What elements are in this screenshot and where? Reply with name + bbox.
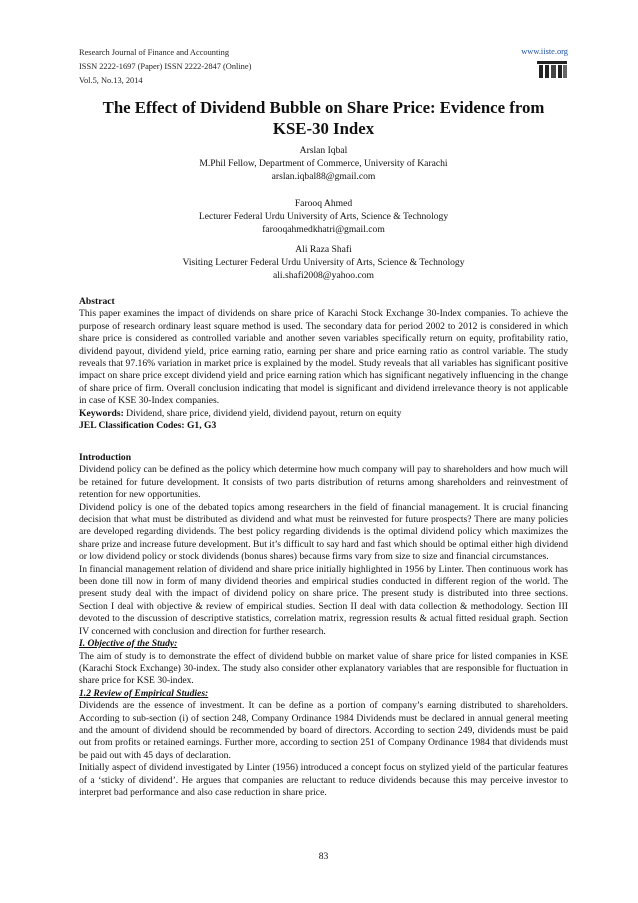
keywords-line: [79, 408, 568, 420]
review-paragraph-1: Dividends are the essence of investment. It can be define as a portion of company’s earning distributed to shareholders. According to sub-section (i) of section 248, Company Ordinance 1984 Dividends must be declared in annual general meeting and the amount of dividend should be recommended by board of directors. According to section 249, dividends must be paid out from profits or retained earnings. Further more, according to section 251 of Company Ordinance 1984 that dividends must be paid out with 45 days of declaration.: [79, 700, 568, 761]
author-name: Ali Raza Shafi: [295, 244, 352, 255]
author-block-2: [79, 197, 568, 237]
author-email[interactable]: ali.shafi2008@yahoo.com: [272, 270, 375, 282]
author-email[interactable]: farooqahmedkhatri@gmail.com: [262, 224, 385, 236]
introduction-heading: Introduction: [79, 452, 132, 463]
iiste-logo: [536, 59, 568, 80]
page-number: 83: [318, 851, 329, 862]
introduction-paragraph-3: In financial management relation of dividend and share price initially highlighted in 1956 by Linter. Then continuous work has been done till now in form of many dividend theories and empirical studies conducted in different region of the world. The present study deal with the impact of dividend policy on share price. The present study is distributed into three sections. Section I deal with objective & review of empirical studies. Section II deal with data collection & methodology. Section III devoted to the discussion of descriptive statistics, correlation matrix, regression results & actual fitted residual graph. Section IV concerned with conclusion and direction for further research.: [79, 563, 568, 637]
journal-name: Research Journal of Finance and Accounting: [79, 48, 230, 57]
keywords-label: Keywords:: [79, 407, 124, 419]
introduction-paragraph-1: Dividend policy can be defined as the policy which determine how much company will pay to shareholders and how much will be retained for future development. It consists of two parts distribution of returns among shareholders and reinvestment of retention for new opportunities.: [79, 464, 568, 501]
objective-heading: I. Objective of the Study:: [79, 638, 178, 650]
author-email[interactable]: arslan.iqbal88@gmail.com: [271, 171, 376, 183]
author-block-1: [79, 144, 568, 184]
author-affiliation: M.Phil Fellow, Department of Commerce, University of Karachi: [199, 158, 448, 170]
keywords-text: Dividend, share price, dividend yield, dividend payout, return on equity: [123, 407, 402, 419]
title-line-2: KSE-30 Index: [272, 119, 375, 138]
issn-line: ISSN 2222-1697 (Paper) ISSN 2222-2847 (Online): [79, 62, 252, 71]
author-name: Arslan Iqbal: [299, 145, 348, 156]
author-affiliation: Lecturer Federal Urdu University of Arts, Science & Technology: [198, 211, 449, 223]
author-name: Farooq Ahmed: [294, 198, 353, 209]
introduction-section: [79, 452, 568, 799]
paper-title: [79, 97, 568, 139]
abstract-heading: Abstract: [79, 296, 115, 307]
journal-url[interactable]: www.iiste.org: [521, 47, 568, 56]
review-heading: 1.2 Review of Empirical Studies:: [79, 687, 209, 699]
jel-codes: JEL Classification Codes: G1, G3: [79, 420, 217, 432]
volume-line: Vol.5, No.13, 2014: [79, 76, 143, 85]
abstract-section: [79, 296, 568, 432]
author-block-3: [79, 243, 568, 283]
author-affiliation: Visiting Lecturer Federal Urdu University of Arts, Science & Technology: [182, 257, 465, 269]
review-paragraph-2: Initially aspect of dividend investigated by Linter (1956) introduced a concept focus on stylized yield of the particular features of a ‘sticky of dividend’. He argues that companies are reluctant to reduce dividends because this may perceive investor to interpret bad performance and also case reduction in share price.: [79, 762, 568, 798]
objective-text: The aim of study is to demonstrate the effect of dividend bubble on market value of share price for listed companies in KSE (Karachi Stock Exchange) 30-index. The study also consider other explanatory variables that are responsible for fluctuation in share price for KSE 30-index.: [79, 650, 568, 687]
abstract-text: This paper examines the impact of dividends on share price of Karachi Stock Exchange 30-Index companies. To achieve the purpose of research ordinary least square method is used. The secondary data for period 2002 to 2012 is considered in which share price is considered as controlled variable and another seven variables specifically return on equity, profitability ratio, dividend payout, dividend yield, price earning ratio, earning per share and price earning ratio as control variable. The study reveals that 97.16% variation in market price is explained by the model. Study reveals that all variables has significant positive impact on share price except dividend yield and price earning ration which has significant negatively influencing in the change of share price of firm. Overall conclusion indicating that model is significant and dividend irrelevance theory is not applicable in case of KSE 30-Index companies.: [79, 308, 568, 407]
title-line-1: The Effect of Dividend Bubble on Share Price: Evidence from: [102, 98, 545, 117]
introduction-paragraph-2: Dividend policy is one of the debated topics among researchers in the field of financial management. It is crucial financing decision that what must be distributed as dividend and what must be reinvested for future prospects? There are many policies are developed regarding dividends. The best policy regarding dividends is the optimal dividend policy which maximizes the share prize and increase future development. But it’s difficult to say hard and fast which should be optimal either high dividend or low dividend policy or stock dividends (bonus shares) because firms vary from size to size and financial circumstances.: [79, 501, 568, 563]
